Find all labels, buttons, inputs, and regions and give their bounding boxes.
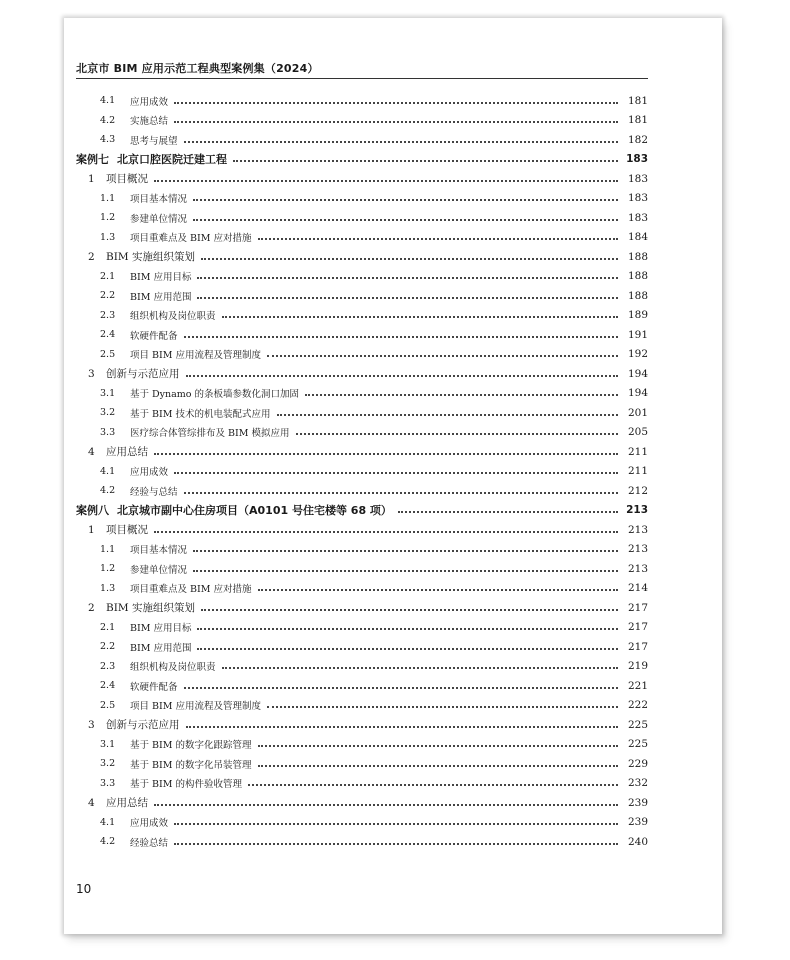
toc-entry-title: 应用成效	[130, 467, 169, 479]
toc-dot-leader	[154, 180, 618, 182]
toc-dot-leader	[258, 589, 618, 591]
toc-page-number: 194	[627, 367, 648, 380]
toc-dot-leader	[201, 258, 618, 260]
toc-section-entry[interactable]	[76, 579, 648, 599]
toc-entry-number: 1	[88, 523, 95, 536]
toc-entry-title: 组织机构及岗位职责	[130, 662, 216, 674]
toc-entry-title: 北京城市副中心住房项目（A0101 号住宅楼等 68 项）	[117, 504, 392, 518]
toc-entry-number: 2.4	[100, 680, 116, 692]
toc-page-number: 211	[627, 445, 648, 458]
toc-case-entry[interactable]	[76, 501, 648, 521]
toc-entry-title: 创新与示范应用	[106, 368, 180, 381]
toc-page-number: 182	[627, 133, 648, 146]
toc-page-number: 211	[627, 465, 648, 478]
toc-page-number: 213	[627, 543, 648, 556]
toc-entry-title: 项目概况	[106, 524, 148, 537]
toc-dot-leader	[197, 297, 618, 299]
running-header: 北京市 BIM 应用示范工程典型案例集（2024）	[76, 62, 319, 75]
toc-page-number: 194	[627, 387, 648, 400]
toc-dot-leader	[258, 238, 618, 240]
toc-entry-number: 1.1	[100, 192, 116, 204]
toc-page-number: 189	[627, 309, 648, 322]
toc-entry-number: 2.5	[100, 348, 116, 360]
toc-page-number: 192	[627, 348, 648, 361]
toc-entry-number: 2.2	[100, 290, 116, 302]
toc-entry-number: 2.3	[100, 309, 116, 321]
toc-entry-title: 软硬件配备	[130, 681, 178, 693]
toc-entry-number: 4.1	[100, 95, 116, 107]
page-number: 10	[76, 882, 92, 896]
toc-section-entry[interactable]	[76, 91, 648, 111]
toc-entry-title: 应用总结	[106, 797, 148, 810]
toc-entry-title: 项目基本情况	[130, 194, 188, 206]
toc-section-entry[interactable]	[76, 813, 648, 833]
toc-dot-leader	[154, 453, 618, 455]
toc-entry-title: 基于 BIM 的构件验收管理	[130, 779, 243, 791]
toc-entry-number: 2.1	[100, 270, 116, 282]
toc-entry-number: 4.1	[100, 816, 116, 828]
toc-section-entry[interactable]	[76, 306, 648, 326]
toc-page-number: 217	[627, 601, 648, 614]
toc-entry-number: 3.1	[100, 738, 116, 750]
toc-chapter-entry[interactable]	[76, 442, 648, 462]
toc-entry-number: 1.2	[100, 212, 116, 224]
toc-entry-number: 1.3	[100, 231, 116, 243]
toc-section-entry[interactable]	[76, 111, 648, 131]
toc-page-number: 201	[627, 406, 648, 419]
toc-dot-leader	[174, 823, 618, 825]
toc-entry-title: 基于 BIM 的数字化跟踪管理	[130, 740, 252, 752]
toc-dot-leader	[233, 160, 618, 162]
toc-page-number: 225	[627, 718, 648, 731]
toc-dot-leader	[184, 492, 618, 494]
toc-entry-title: 软硬件配备	[130, 330, 178, 342]
toc-entry-number: 1.1	[100, 543, 116, 555]
toc-page-number: 213	[627, 562, 648, 575]
toc-section-entry[interactable]	[76, 696, 648, 716]
toc-page-number: 229	[627, 757, 648, 770]
toc-dot-leader	[277, 414, 618, 416]
toc-section-entry[interactable]	[76, 208, 648, 228]
toc-dot-leader	[222, 667, 618, 669]
toc-page-number: 239	[627, 816, 648, 829]
toc-page-number: 181	[627, 114, 648, 127]
toc-entry-number: 2	[88, 601, 95, 614]
toc-entry-number: 1.3	[100, 582, 116, 594]
toc-entry-title: BIM 应用范围	[130, 642, 192, 654]
header-divider	[76, 78, 648, 79]
toc-entry-title: BIM 应用范围	[130, 291, 192, 303]
toc-dot-leader	[197, 648, 618, 650]
toc-page-number: 222	[627, 699, 648, 712]
toc-entry-number: 2	[88, 250, 95, 263]
toc-entry-number: 4	[88, 796, 95, 809]
toc-dot-leader	[174, 472, 618, 474]
toc-entry-title: 参建单位情况	[130, 564, 188, 576]
toc-page-number: 212	[627, 484, 648, 497]
toc-section-entry[interactable]	[76, 832, 648, 852]
toc-entry-title: 项目 BIM 应用流程及管理制度	[130, 350, 262, 362]
toc-chapter-entry[interactable]	[76, 598, 648, 618]
toc-entry-number: 3	[88, 718, 95, 731]
toc-dot-leader	[267, 355, 618, 357]
toc-entry-number: 2.1	[100, 621, 116, 633]
toc-section-entry[interactable]	[76, 384, 648, 404]
toc-section-entry[interactable]	[76, 228, 648, 248]
toc-entry-title: 参建单位情况	[130, 213, 188, 225]
toc-chapter-entry[interactable]	[76, 364, 648, 384]
toc-chapter-entry[interactable]	[76, 169, 648, 189]
toc-entry-number: 案例七	[76, 153, 109, 167]
toc-page-number: 239	[627, 796, 648, 809]
toc-section-entry[interactable]	[76, 403, 648, 423]
toc-entry-title: 经验与总结	[130, 486, 178, 498]
toc-entry-title: 基于 Dynamo 的条板墙参数化洞口加固	[130, 389, 300, 401]
toc-page-number: 183	[627, 192, 648, 205]
toc-entry-title: 实施总结	[130, 116, 169, 128]
toc-page-number: 219	[627, 660, 648, 673]
toc-page-number: 181	[627, 94, 648, 107]
toc-section-entry[interactable]	[76, 657, 648, 677]
toc-page-number: 183	[627, 211, 648, 224]
toc-entry-number: 4.3	[100, 134, 116, 146]
toc-entry-number: 4.2	[100, 485, 116, 497]
toc-chapter-entry[interactable]	[76, 520, 648, 540]
toc-entry-title: 经验总结	[130, 837, 169, 849]
toc-dot-leader	[193, 570, 618, 572]
toc-section-entry[interactable]	[76, 481, 648, 501]
toc-entry-number: 4.1	[100, 465, 116, 477]
toc-dot-leader	[184, 141, 618, 143]
toc-entry-title: 项目重难点及 BIM 应对措施	[130, 584, 252, 596]
toc-entry-title: BIM 应用目标	[130, 272, 192, 284]
toc-page-number: 183	[627, 172, 648, 185]
toc-page-number: 217	[627, 640, 648, 653]
toc-section-entry[interactable]	[76, 559, 648, 579]
toc-dot-leader	[296, 433, 618, 435]
toc-entry-title: 应用总结	[106, 446, 148, 459]
toc-entry-number: 3	[88, 367, 95, 380]
toc-section-entry[interactable]	[76, 189, 648, 209]
toc-entry-number: 3.3	[100, 426, 116, 438]
toc-entry-title: 项目基本情况	[130, 545, 188, 557]
toc-entry-number: 2.5	[100, 699, 116, 711]
toc-entry-title: 项目概况	[106, 173, 148, 186]
toc-section-entry[interactable]	[76, 735, 648, 755]
toc-entry-title: BIM 实施组织策划	[106, 602, 195, 615]
toc-entry-number: 4.2	[100, 836, 116, 848]
toc-entry-title: 医疗综合体管综排布及 BIM 模拟应用	[130, 428, 290, 440]
toc-section-entry[interactable]	[76, 676, 648, 696]
toc-section-entry[interactable]	[76, 345, 648, 365]
toc-page-number: 217	[627, 621, 648, 634]
toc-entry-title: 基于 BIM 技术的机电装配式应用	[130, 408, 271, 420]
toc-entry-number: 4.2	[100, 114, 116, 126]
toc-dot-leader	[174, 843, 618, 845]
toc-entry-title: 项目 BIM 应用流程及管理制度	[130, 701, 262, 713]
toc-section-entry[interactable]	[76, 462, 648, 482]
toc-dot-leader	[186, 375, 619, 377]
toc-entry-number: 4	[88, 445, 95, 458]
toc-dot-leader	[174, 102, 618, 104]
toc-page-number: 240	[627, 835, 648, 848]
toc-dot-leader	[305, 394, 618, 396]
toc-page-number: 188	[627, 250, 648, 263]
toc-entry-title: 应用成效	[130, 96, 169, 108]
toc-entry-title: 基于 BIM 的数字化吊装管理	[130, 759, 252, 771]
toc-page-number: 184	[627, 231, 648, 244]
toc-dot-leader	[258, 745, 618, 747]
toc-dot-leader	[184, 336, 618, 338]
toc-section-entry[interactable]	[76, 540, 648, 560]
toc-page-number: 183	[626, 153, 648, 166]
toc-entry-title: 项目重难点及 BIM 应对措施	[130, 233, 252, 245]
toc-dot-leader	[193, 219, 618, 221]
toc-section-entry[interactable]	[76, 130, 648, 150]
toc-dot-leader	[258, 765, 618, 767]
toc-dot-leader	[197, 277, 618, 279]
toc-entry-title: 应用成效	[130, 818, 169, 830]
toc-section-entry[interactable]	[76, 423, 648, 443]
toc-entry-number: 1.2	[100, 563, 116, 575]
toc-page-number: 188	[627, 289, 648, 302]
toc-section-entry[interactable]	[76, 754, 648, 774]
toc-chapter-entry[interactable]	[76, 715, 648, 735]
toc-page-number: 191	[627, 328, 648, 341]
toc-dot-leader	[248, 784, 618, 786]
toc-section-entry[interactable]	[76, 637, 648, 657]
toc-page-number: 232	[627, 777, 648, 790]
toc-entry-title: 创新与示范应用	[106, 719, 180, 732]
toc-entry-title: BIM 应用目标	[130, 623, 192, 635]
toc-section-entry[interactable]	[76, 286, 648, 306]
toc-section-entry[interactable]	[76, 267, 648, 287]
toc-entry-title: 思考与展望	[130, 135, 178, 147]
toc-page-number: 214	[627, 582, 648, 595]
toc-entry-number: 3.1	[100, 387, 116, 399]
toc-dot-leader	[197, 628, 618, 630]
toc-section-entry[interactable]	[76, 618, 648, 638]
toc-page-number: 205	[627, 426, 648, 439]
toc-section-entry[interactable]	[76, 774, 648, 794]
toc-entry-number: 2.4	[100, 329, 116, 341]
toc-page-number: 225	[627, 738, 648, 751]
toc-dot-leader	[154, 531, 618, 533]
toc-page-number: 188	[627, 270, 648, 283]
toc-entry-number: 1	[88, 172, 95, 185]
toc-entry-title: 组织机构及岗位职责	[130, 311, 216, 323]
toc-dot-leader	[186, 726, 619, 728]
toc-dot-leader	[398, 511, 618, 513]
toc-entry-number: 3.3	[100, 777, 116, 789]
toc-page-number: 213	[626, 504, 648, 517]
toc-dot-leader	[174, 121, 618, 123]
toc-dot-leader	[222, 316, 618, 318]
toc-case-entry[interactable]	[76, 150, 648, 170]
toc-dot-leader	[193, 550, 618, 552]
toc-page-number: 213	[627, 523, 648, 536]
toc-dot-leader	[201, 609, 618, 611]
toc-entry-number: 2.2	[100, 641, 116, 653]
toc-chapter-entry[interactable]	[76, 247, 648, 267]
toc-entry-title: BIM 实施组织策划	[106, 251, 195, 264]
toc-dot-leader	[267, 706, 618, 708]
toc-dot-leader	[184, 687, 618, 689]
toc-entry-title: 北京口腔医院迁建工程	[117, 153, 227, 167]
toc-section-entry[interactable]	[76, 325, 648, 345]
toc-entry-number: 2.3	[100, 660, 116, 672]
toc-dot-leader	[193, 199, 618, 201]
toc-entry-number: 3.2	[100, 407, 116, 419]
toc-dot-leader	[154, 804, 618, 806]
toc-page-number: 221	[627, 679, 648, 692]
toc-chapter-entry[interactable]	[76, 793, 648, 813]
toc-entry-number: 案例八	[76, 504, 109, 518]
table-of-contents	[76, 91, 648, 852]
toc-entry-number: 3.2	[100, 758, 116, 770]
